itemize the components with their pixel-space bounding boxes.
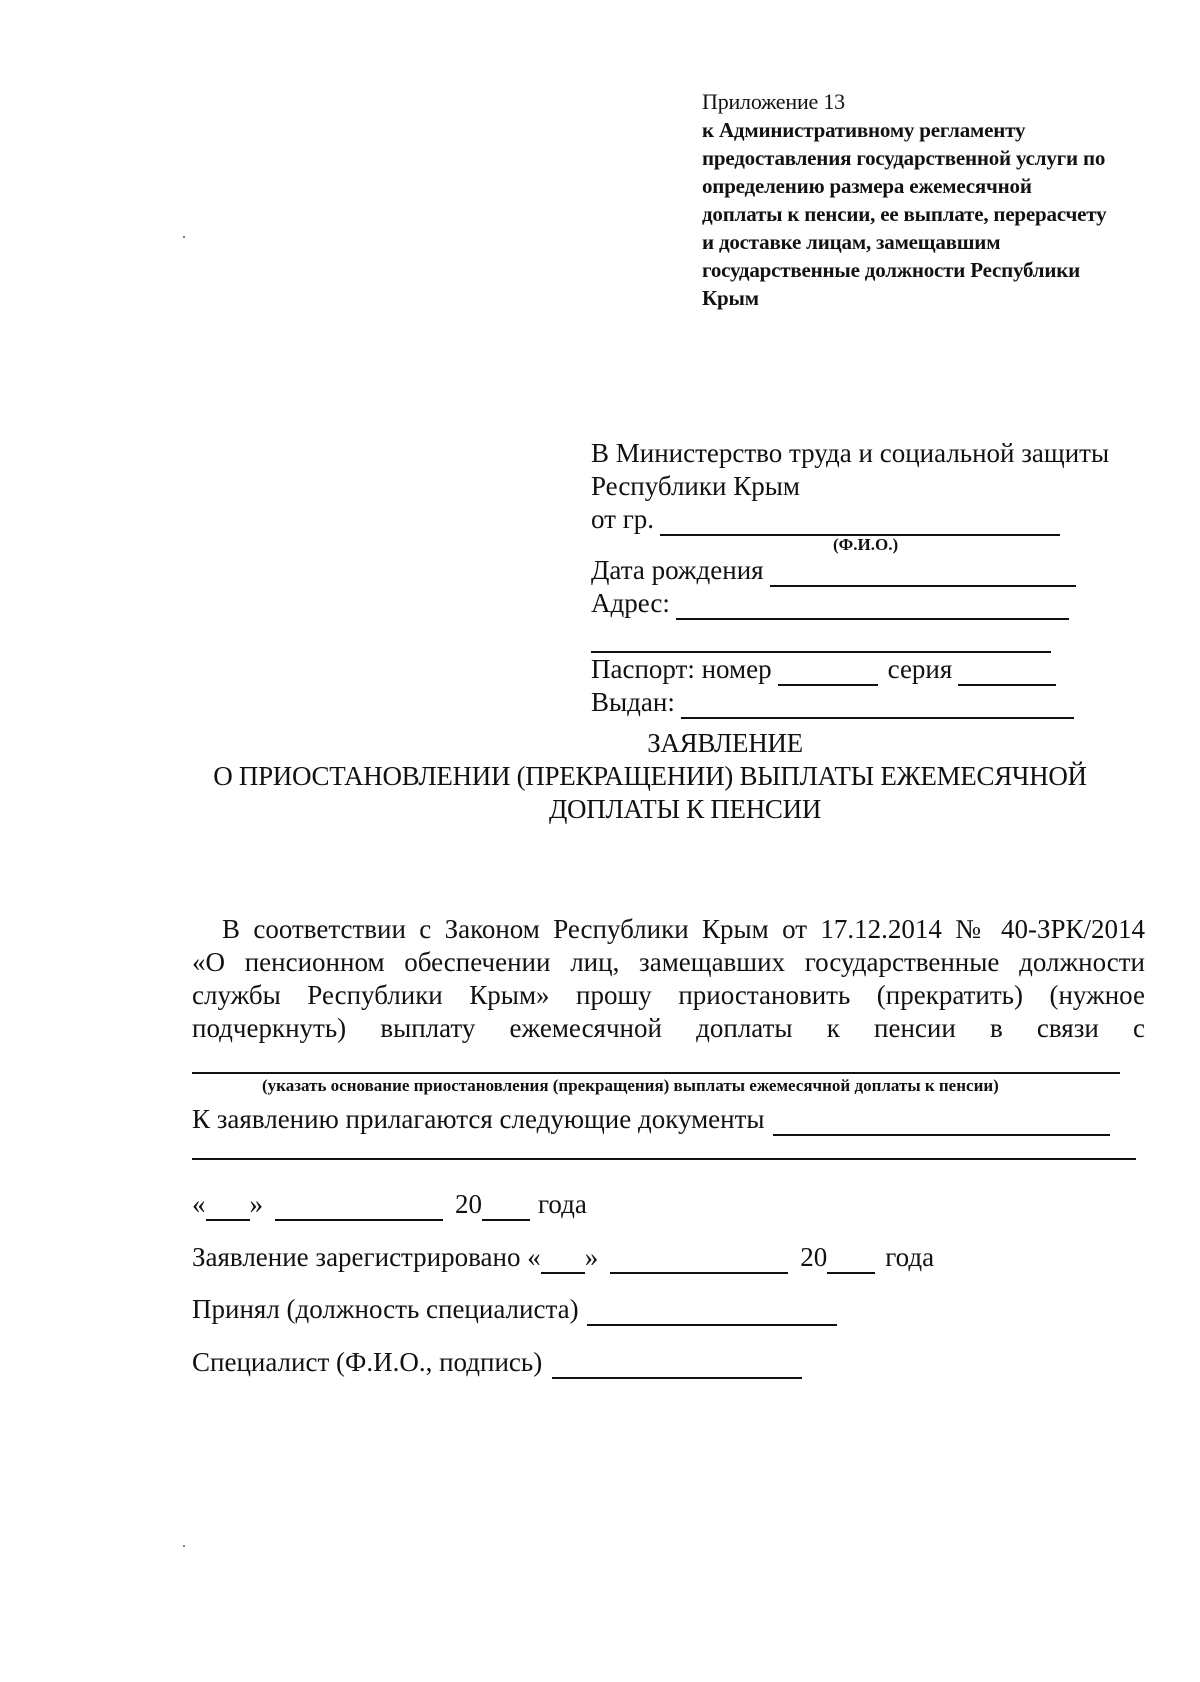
fio-field[interactable] xyxy=(660,510,1060,536)
registered-day-field[interactable] xyxy=(541,1248,585,1274)
specialist-label: Специалист (Ф.И.О., подпись) xyxy=(192,1347,543,1377)
scan-speck xyxy=(183,1545,185,1547)
document-title xyxy=(150,727,1150,826)
appendix-line: Приложение 13 xyxy=(702,89,845,114)
issued-row xyxy=(591,686,1151,719)
address-field[interactable] xyxy=(676,594,1069,620)
birth-date-field[interactable] xyxy=(770,561,1076,587)
specialist-field[interactable] xyxy=(552,1353,802,1379)
appendix-line: предоставления государственной услуги по xyxy=(702,146,1106,170)
issued-field[interactable] xyxy=(681,693,1074,719)
month-field[interactable] xyxy=(275,1195,443,1221)
reason-caption: (указать основание приостановления (прекращения) выплаты ежемесячной доплаты к пенсии) xyxy=(262,1076,999,1095)
registered-close-quote: » xyxy=(584,1242,599,1272)
title-line: ДОПЛАТЫ К ПЕНСИИ xyxy=(548,794,822,824)
registered-year-suffix: года xyxy=(885,1242,935,1272)
registered-year-field[interactable] xyxy=(827,1248,875,1274)
passport-series-field[interactable] xyxy=(958,660,1056,686)
attachments-label: К заявлению прилагаются следующие документы xyxy=(192,1104,765,1134)
appendix-line: к Административному регламенту xyxy=(702,118,1026,142)
from-label: от гр. xyxy=(591,504,655,534)
scan-speck xyxy=(183,236,185,238)
registered-year-prefix: 20 xyxy=(800,1242,828,1272)
specialist-row xyxy=(192,1346,802,1379)
title-line: О ПРИОСТАНОВЛЕНИИ (ПРЕКРАЩЕНИИ) ВЫПЛАТЫ ЕЖЕМЕСЯЧНОЙ xyxy=(213,761,1087,791)
addressee-block xyxy=(591,437,1151,719)
appendix-header xyxy=(702,88,1172,312)
accepted-field[interactable] xyxy=(587,1300,837,1326)
body-line: В соответствии с Законом Республики Крым от 17.12.2014 № 40-ЗРК/2014 xyxy=(222,914,1145,944)
title-line: ЗАЯВЛЕНИЕ xyxy=(647,728,803,758)
addressee-line xyxy=(591,437,1151,470)
address-row xyxy=(591,587,1151,620)
passport-row xyxy=(591,653,1151,686)
ministry-region: Республики Крым xyxy=(591,471,800,501)
appendix-line: Крым xyxy=(702,286,759,310)
date-row xyxy=(192,1188,587,1221)
attachments-row xyxy=(192,1103,1110,1136)
passport-number-label: Паспорт: номер xyxy=(591,654,772,684)
address-field-line-2[interactable] xyxy=(591,627,1051,653)
fio-caption: (Ф.И.О.) xyxy=(833,535,899,554)
registered-row xyxy=(192,1241,934,1274)
from-row xyxy=(591,503,1151,536)
passport-series-label: серия xyxy=(887,654,953,684)
registered-label: Заявление зарегистрировано « xyxy=(192,1242,541,1272)
attachments-field[interactable] xyxy=(773,1110,1110,1136)
year-field[interactable] xyxy=(482,1195,530,1221)
attachments-field-line-2[interactable] xyxy=(192,1158,1136,1160)
body-line: «О пенсионном обеспечении лиц, замещавших государственные должности xyxy=(192,947,1145,977)
day-close-quote: » xyxy=(249,1189,263,1219)
reason-field[interactable] xyxy=(192,1072,1120,1074)
appendix-line: определению размера ежемесячной xyxy=(702,174,1032,198)
year-prefix: 20 xyxy=(455,1189,482,1219)
day-open-quote: « xyxy=(192,1189,206,1219)
appendix-line: и доставке лицам, замещавшим xyxy=(702,230,1001,254)
day-field[interactable] xyxy=(206,1195,250,1221)
body-paragraph xyxy=(192,913,1145,1045)
appendix-line: доплаты к пенсии, ее выплате, перерасчету xyxy=(702,202,1107,226)
accepted-label: Принял (должность специалиста) xyxy=(192,1294,579,1324)
birth-row xyxy=(591,554,1151,587)
issued-label: Выдан: xyxy=(591,687,675,717)
body-line: службы Республики Крым» прошу приостановить (прекратить) (нужное xyxy=(192,980,1145,1010)
addressee-line xyxy=(591,470,1151,503)
passport-number-field[interactable] xyxy=(778,660,878,686)
body-line: подчеркнуть) выплату ежемесячной доплаты к пенсии в связи с xyxy=(192,1013,1145,1043)
address-label: Адрес: xyxy=(591,588,670,618)
registered-month-field[interactable] xyxy=(610,1248,788,1274)
appendix-line: государственные должности Республики xyxy=(702,258,1081,282)
accepted-row xyxy=(192,1293,837,1326)
address-row-2 xyxy=(591,620,1151,653)
ministry-name: В Министерство труда и социальной защиты xyxy=(591,438,1110,468)
birth-date-label: Дата рождения xyxy=(591,555,764,585)
year-suffix: года xyxy=(538,1189,587,1219)
